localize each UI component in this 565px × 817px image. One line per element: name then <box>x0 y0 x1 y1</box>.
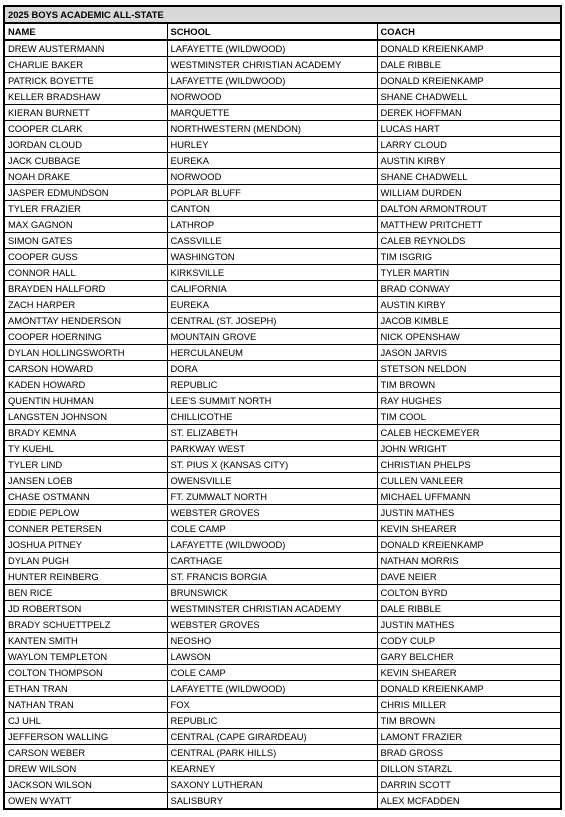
name-cell: AMONTTAY HENDERSON <box>4 313 167 329</box>
table-row <box>4 377 561 393</box>
table-row <box>4 713 561 729</box>
school-cell: PARKWAY WEST <box>167 441 377 457</box>
name-cell: QUENTIN HUHMAN <box>4 393 167 409</box>
school-cell: WESTMINSTER CHRISTIAN ACADEMY <box>167 601 377 617</box>
table-row <box>4 329 561 345</box>
table-row <box>4 681 561 697</box>
coach-cell: LARRY CLOUD <box>377 137 561 153</box>
name-cell: DREW WILSON <box>4 761 167 777</box>
coach-cell: MICHAEL UFFMANN <box>377 489 561 505</box>
table-row <box>4 217 561 233</box>
school-cell: CENTRAL (PARK HILLS) <box>167 745 377 761</box>
name-cell: COOPER CLARK <box>4 121 167 137</box>
table-row <box>4 777 561 793</box>
name-cell: CARSON HOWARD <box>4 361 167 377</box>
column-header-coach: COACH <box>377 23 561 40</box>
table-row <box>4 473 561 489</box>
all-state-sheet <box>3 5 560 810</box>
table-row <box>4 441 561 457</box>
column-header-name: NAME <box>4 23 167 40</box>
coach-cell: NICK OPENSHAW <box>377 329 561 345</box>
school-cell: LEE'S SUMMIT NORTH <box>167 393 377 409</box>
table-row <box>4 185 561 201</box>
school-cell: MOUNTAIN GROVE <box>167 329 377 345</box>
coach-cell: ALEX MCFADDEN <box>377 793 561 810</box>
name-cell: CONNOR HALL <box>4 265 167 281</box>
name-cell: OWEN WYATT <box>4 793 167 810</box>
school-cell: REPUBLIC <box>167 377 377 393</box>
coach-cell: CODY CULP <box>377 633 561 649</box>
table-row <box>4 121 561 137</box>
coach-cell: COLTON BYRD <box>377 585 561 601</box>
name-cell: SIMON GATES <box>4 233 167 249</box>
school-cell: OWENSVILLE <box>167 473 377 489</box>
school-cell: WEBSTER GROVES <box>167 505 377 521</box>
school-cell: BRUNSWICK <box>167 585 377 601</box>
table-row <box>4 697 561 713</box>
table-row <box>4 249 561 265</box>
name-cell: TYLER FRAZIER <box>4 201 167 217</box>
coach-cell: STETSON NELDON <box>377 361 561 377</box>
coach-cell: JOHN WRIGHT <box>377 441 561 457</box>
title-row <box>4 6 561 23</box>
school-cell: EUREKA <box>167 153 377 169</box>
school-cell: SALISBURY <box>167 793 377 810</box>
coach-cell: DONALD KREIENKAMP <box>377 73 561 89</box>
table-row <box>4 281 561 297</box>
name-cell: ETHAN TRAN <box>4 681 167 697</box>
coach-cell: RAY HUGHES <box>377 393 561 409</box>
coach-cell: BRAD GROSS <box>377 745 561 761</box>
table-row <box>4 409 561 425</box>
name-cell: TYLER LIND <box>4 457 167 473</box>
school-cell: LAFAYETTE (WILDWOOD) <box>167 73 377 89</box>
name-cell: JACK CUBBAGE <box>4 153 167 169</box>
school-cell: FOX <box>167 697 377 713</box>
name-cell: KELLER BRADSHAW <box>4 89 167 105</box>
school-cell: WEBSTER GROVES <box>167 617 377 633</box>
table-row <box>4 489 561 505</box>
coach-cell: DILLON STARZL <box>377 761 561 777</box>
name-cell: KIERAN BURNETT <box>4 105 167 121</box>
school-cell: CARTHAGE <box>167 553 377 569</box>
name-cell: JOSHUA PITNEY <box>4 537 167 553</box>
name-cell: HUNTER REINBERG <box>4 569 167 585</box>
name-cell: LANGSTEN JOHNSON <box>4 409 167 425</box>
coach-cell: CULLEN VANLEER <box>377 473 561 489</box>
table-row <box>4 169 561 185</box>
school-cell: LATHROP <box>167 217 377 233</box>
all-state-table <box>3 5 562 810</box>
table-row <box>4 793 561 810</box>
name-cell: CONNER PETERSEN <box>4 521 167 537</box>
coach-cell: CHRISTIAN PHELPS <box>377 457 561 473</box>
name-cell: JACKSON WILSON <box>4 777 167 793</box>
name-cell: JASPER EDMUNDSON <box>4 185 167 201</box>
coach-cell: JUSTIN MATHES <box>377 617 561 633</box>
coach-cell: TIM BROWN <box>377 377 561 393</box>
coach-cell: JASON JARVIS <box>377 345 561 361</box>
coach-cell: TIM COOL <box>377 409 561 425</box>
table-row <box>4 361 561 377</box>
school-cell: CHILLICOTHE <box>167 409 377 425</box>
coach-cell: TIM ISGRIG <box>377 249 561 265</box>
coach-cell: SHANE CHADWELL <box>377 169 561 185</box>
table-row <box>4 569 561 585</box>
school-cell: CANTON <box>167 201 377 217</box>
school-cell: COLE CAMP <box>167 665 377 681</box>
coach-cell: DALE RIBBLE <box>377 601 561 617</box>
school-cell: CASSVILLE <box>167 233 377 249</box>
table-row <box>4 649 561 665</box>
school-cell: FT. ZUMWALT NORTH <box>167 489 377 505</box>
school-cell: DORA <box>167 361 377 377</box>
table-row <box>4 617 561 633</box>
coach-cell: TIM BROWN <box>377 713 561 729</box>
coach-cell: DALTON ARMONTROUT <box>377 201 561 217</box>
school-cell: MARQUETTE <box>167 105 377 121</box>
table-row <box>4 313 561 329</box>
name-cell: CHARLIE BAKER <box>4 57 167 73</box>
name-cell: DYLAN HOLLINGSWORTH <box>4 345 167 361</box>
school-cell: NORWOOD <box>167 89 377 105</box>
coach-cell: AUSTIN KIRBY <box>377 153 561 169</box>
school-cell: CALIFORNIA <box>167 281 377 297</box>
school-cell: KIRKSVILLE <box>167 265 377 281</box>
table-row <box>4 105 561 121</box>
table-body <box>4 40 561 809</box>
table-row <box>4 137 561 153</box>
table-row <box>4 553 561 569</box>
school-cell: HURLEY <box>167 137 377 153</box>
school-cell: LAFAYETTE (WILDWOOD) <box>167 40 377 57</box>
table-row <box>4 457 561 473</box>
coach-cell: AUSTIN KIRBY <box>377 297 561 313</box>
table-row <box>4 537 561 553</box>
name-cell: BEN RICE <box>4 585 167 601</box>
school-cell: LAFAYETTE (WILDWOOD) <box>167 537 377 553</box>
header-row <box>4 23 561 40</box>
coach-cell: DALE RIBBLE <box>377 57 561 73</box>
name-cell: EDDIE PEPLOW <box>4 505 167 521</box>
school-cell: ST. ELIZABETH <box>167 425 377 441</box>
name-cell: TY KUEHL <box>4 441 167 457</box>
table-row <box>4 505 561 521</box>
table-row <box>4 521 561 537</box>
table-row <box>4 585 561 601</box>
name-cell: BRADY KEMNA <box>4 425 167 441</box>
name-cell: DREW AUSTERMANN <box>4 40 167 57</box>
table-row <box>4 425 561 441</box>
column-header-school: SCHOOL <box>167 23 377 40</box>
table-row <box>4 761 561 777</box>
name-cell: CARSON WEBER <box>4 745 167 761</box>
school-cell: NORWOOD <box>167 169 377 185</box>
school-cell: KEARNEY <box>167 761 377 777</box>
school-cell: WESTMINSTER CHRISTIAN ACADEMY <box>167 57 377 73</box>
name-cell: NOAH DRAKE <box>4 169 167 185</box>
coach-cell: DONALD KREIENKAMP <box>377 681 561 697</box>
coach-cell: LAMONT FRAZIER <box>377 729 561 745</box>
coach-cell: KEVIN SHEARER <box>377 665 561 681</box>
school-cell: REPUBLIC <box>167 713 377 729</box>
name-cell: CJ UHL <box>4 713 167 729</box>
table-row <box>4 40 561 57</box>
name-cell: JD ROBERTSON <box>4 601 167 617</box>
name-cell: BRADY SCHUETTPELZ <box>4 617 167 633</box>
table-row <box>4 297 561 313</box>
table-row <box>4 393 561 409</box>
table-row <box>4 601 561 617</box>
coach-cell: JUSTIN MATHES <box>377 505 561 521</box>
name-cell: NATHAN TRAN <box>4 697 167 713</box>
coach-cell: MATTHEW PRITCHETT <box>377 217 561 233</box>
school-cell: LAFAYETTE (WILDWOOD) <box>167 681 377 697</box>
sheet-title: 2025 BOYS ACADEMIC ALL-STATE <box>4 6 561 23</box>
table-row <box>4 57 561 73</box>
coach-cell: DAVE NEIER <box>377 569 561 585</box>
coach-cell: CALEB REYNOLDS <box>377 233 561 249</box>
name-cell: CHASE OSTMANN <box>4 489 167 505</box>
name-cell: ZACH HARPER <box>4 297 167 313</box>
name-cell: KADEN HOWARD <box>4 377 167 393</box>
coach-cell: SHANE CHADWELL <box>377 89 561 105</box>
table-row <box>4 73 561 89</box>
name-cell: KANTEN SMITH <box>4 633 167 649</box>
school-cell: COLE CAMP <box>167 521 377 537</box>
table-row <box>4 265 561 281</box>
table-row <box>4 345 561 361</box>
coach-cell: TYLER MARTIN <box>377 265 561 281</box>
coach-cell: JACOB KIMBLE <box>377 313 561 329</box>
coach-cell: NATHAN MORRIS <box>377 553 561 569</box>
name-cell: JEFFERSON WALLING <box>4 729 167 745</box>
table-row <box>4 89 561 105</box>
name-cell: JORDAN CLOUD <box>4 137 167 153</box>
table-row <box>4 233 561 249</box>
name-cell: WAYLON TEMPLETON <box>4 649 167 665</box>
coach-cell: CALEB HECKEMEYER <box>377 425 561 441</box>
school-cell: CENTRAL (CAPE GIRARDEAU) <box>167 729 377 745</box>
coach-cell: WILLIAM DURDEN <box>377 185 561 201</box>
name-cell: DYLAN PUGH <box>4 553 167 569</box>
name-cell: MAX GAGNON <box>4 217 167 233</box>
coach-cell: KEVIN SHEARER <box>377 521 561 537</box>
name-cell: COOPER HOERNING <box>4 329 167 345</box>
table-row <box>4 729 561 745</box>
coach-cell: LUCAS HART <box>377 121 561 137</box>
school-cell: ST. FRANCIS BORGIA <box>167 569 377 585</box>
school-cell: NEOSHO <box>167 633 377 649</box>
school-cell: LAWSON <box>167 649 377 665</box>
name-cell: JANSEN LOEB <box>4 473 167 489</box>
name-cell: PATRICK BOYETTE <box>4 73 167 89</box>
school-cell: NORTHWESTERN (MENDON) <box>167 121 377 137</box>
coach-cell: BRAD CONWAY <box>377 281 561 297</box>
school-cell: EUREKA <box>167 297 377 313</box>
school-cell: HERCULANEUM <box>167 345 377 361</box>
coach-cell: DONALD KREIENKAMP <box>377 40 561 57</box>
table-row <box>4 745 561 761</box>
name-cell: BRAYDEN HALLFORD <box>4 281 167 297</box>
school-cell: SAXONY LUTHERAN <box>167 777 377 793</box>
table-row <box>4 201 561 217</box>
table-row <box>4 153 561 169</box>
coach-cell: DEREK HOFFMAN <box>377 105 561 121</box>
table-row <box>4 633 561 649</box>
coach-cell: DONALD KREIENKAMP <box>377 537 561 553</box>
table-row <box>4 665 561 681</box>
school-cell: ST. PIUS X (KANSAS CITY) <box>167 457 377 473</box>
coach-cell: CHRIS MILLER <box>377 697 561 713</box>
school-cell: WASHINGTON <box>167 249 377 265</box>
coach-cell: DARRIN SCOTT <box>377 777 561 793</box>
coach-cell: GARY BELCHER <box>377 649 561 665</box>
school-cell: POPLAR BLUFF <box>167 185 377 201</box>
school-cell: CENTRAL (ST. JOSEPH) <box>167 313 377 329</box>
name-cell: COOPER GUSS <box>4 249 167 265</box>
name-cell: COLTON THOMPSON <box>4 665 167 681</box>
